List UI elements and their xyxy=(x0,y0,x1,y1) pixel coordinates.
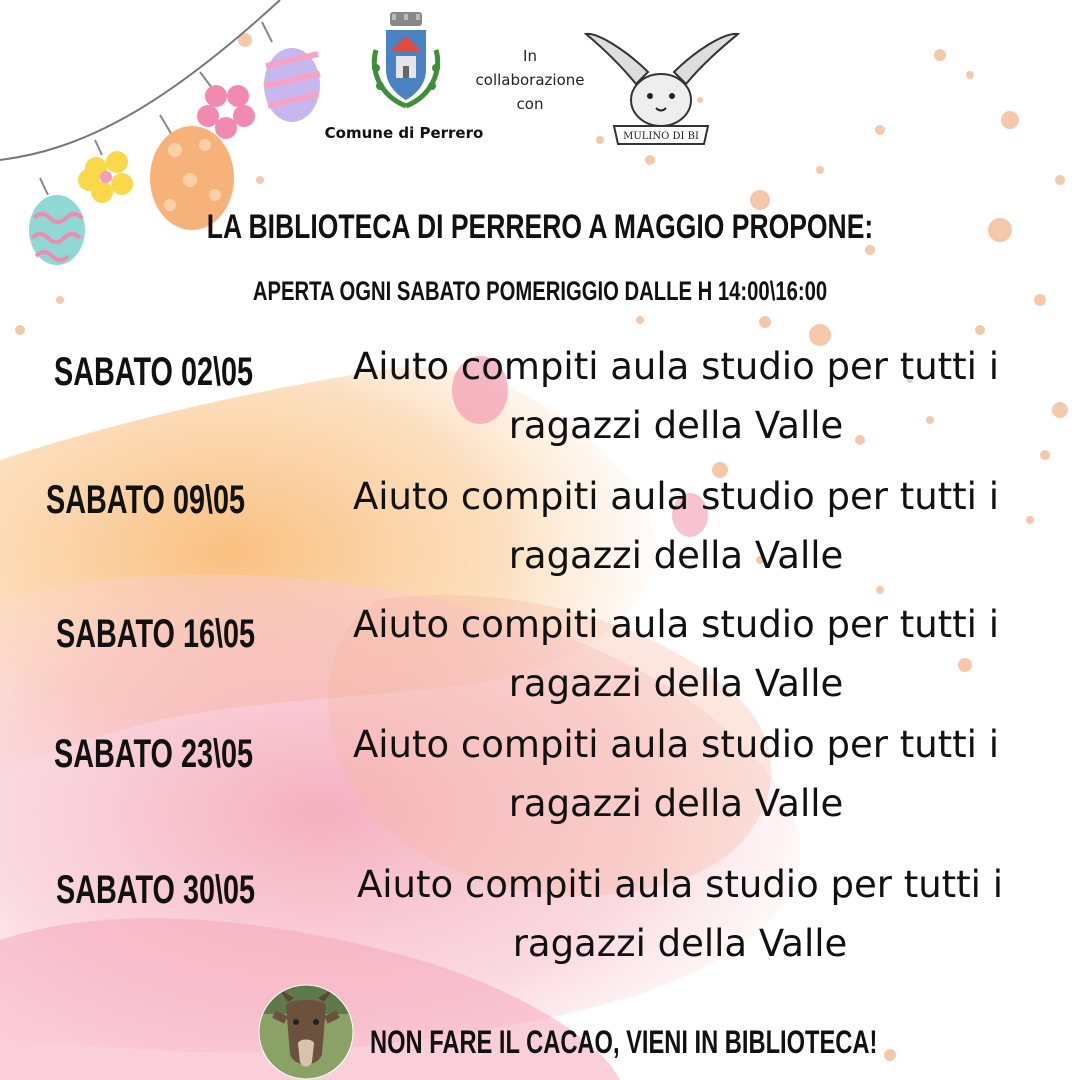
event-date-1: SABATO 02\05 xyxy=(54,350,254,394)
event-description-3 xyxy=(316,595,1036,713)
event-description-1 xyxy=(316,337,1036,455)
page-title: LA BIBLIOTECA DI PERRERO A MAGGIO PROPONE: xyxy=(206,208,874,246)
event-description-4 xyxy=(316,715,1036,833)
logo-left-caption: Comune di Perrero xyxy=(324,124,484,142)
easter-egg-purple xyxy=(262,22,320,122)
event-desc-line-1: Aiuto compiti aula studio per tutti i xyxy=(356,863,1004,906)
collab-line-2: collaborazione xyxy=(475,71,585,89)
footer-slogan: NON FARE IL CACAO, VIENI IN BIBLIOTECA! xyxy=(370,1024,878,1060)
event-desc-line-2: ragazzi della Valle xyxy=(508,404,844,447)
event-desc-line-1: Aiuto compiti aula studio per tutti i xyxy=(352,723,1000,766)
event-date-2: SABATO 09\05 xyxy=(46,478,246,522)
flower-icon-yellow xyxy=(78,140,133,203)
event-description-5 xyxy=(320,855,1040,973)
collaboration-text xyxy=(468,44,592,116)
rabbit-logo-text: MULINO DI BI xyxy=(623,131,699,142)
event-desc-line-1: Aiuto compiti aula studio per tutti i xyxy=(352,345,1000,388)
event-date-5: SABATO 30\05 xyxy=(56,868,256,912)
page-subtitle: APERTA OGNI SABATO POMERIGGIO DALLE H 14:00\16:00 xyxy=(252,276,828,306)
collab-line-1: In xyxy=(523,47,537,65)
rabbit-logo-icon xyxy=(578,22,744,156)
event-desc-line-2: ragazzi della Valle xyxy=(508,534,844,577)
event-desc-line-2: ragazzi della Valle xyxy=(508,662,844,705)
event-desc-line-2: ragazzi della Valle xyxy=(512,922,848,965)
collab-line-3: con xyxy=(516,95,544,113)
event-desc-line-2: ragazzi della Valle xyxy=(508,782,844,825)
easter-egg-blue xyxy=(29,178,85,265)
event-date-4: SABATO 23\05 xyxy=(54,732,254,776)
goat-avatar-icon xyxy=(258,984,354,1080)
coat-of-arms-icon xyxy=(362,10,450,122)
event-description-2 xyxy=(316,467,1036,585)
event-desc-line-1: Aiuto compiti aula studio per tutti i xyxy=(352,475,1000,518)
event-date-3: SABATO 16\05 xyxy=(56,612,256,656)
event-desc-line-1: Aiuto compiti aula studio per tutti i xyxy=(352,603,1000,646)
